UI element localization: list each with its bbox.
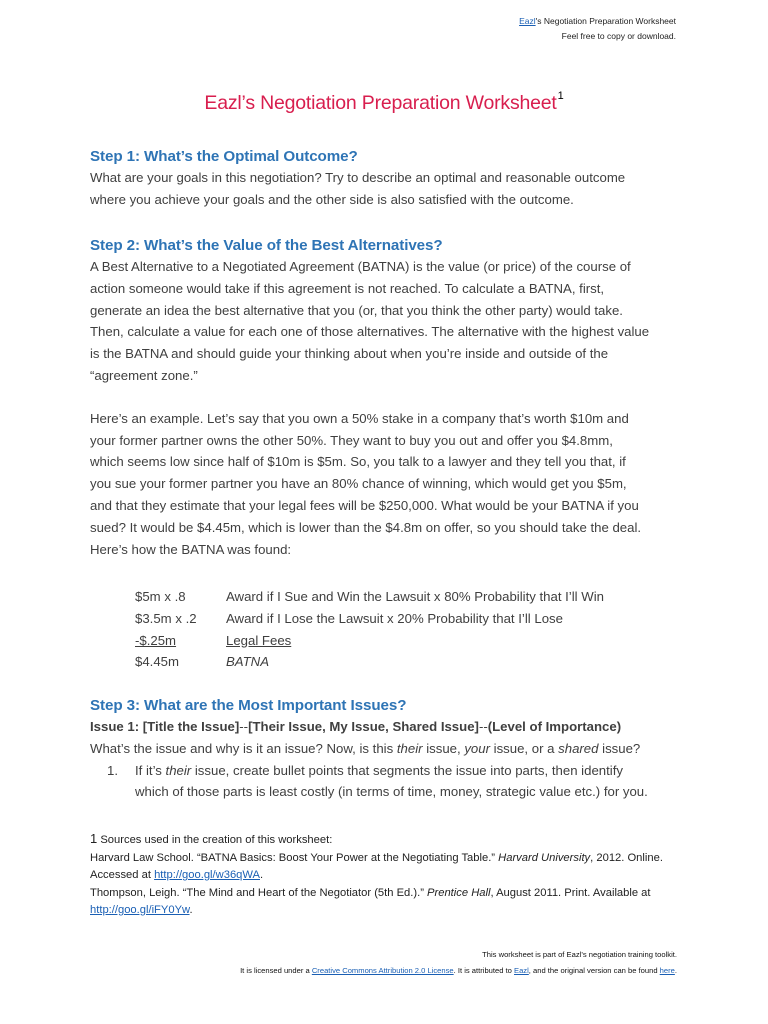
footnote (90, 830, 690, 920)
header-title-text: 's Negotiation Preparation Worksheet (535, 16, 676, 26)
step1-body (90, 167, 690, 211)
footer-line-2 (240, 963, 677, 979)
text-run: Harvard Law School. “BATNA Basics: Boost Your Power at the Negotiating Table.” (90, 851, 499, 864)
text-run: your (464, 740, 490, 756)
reference-2-link[interactable]: http://goo.gl/iFY0Yw (90, 904, 190, 916)
footnote-marker: 1 (90, 831, 98, 846)
footnote-heading (90, 830, 690, 850)
text-run: shared (558, 740, 599, 756)
text-line: Here’s an example. Let’s say that you own a 50% stake in a company that’s worth $10m and (90, 410, 629, 426)
original-version-link[interactable]: here (659, 966, 675, 975)
calc-description: Legal Fees (226, 632, 292, 648)
page-title-text: Eazl’s Negotiation Preparation Worksheet (204, 92, 557, 114)
text-run: . (674, 966, 677, 975)
text-line: which seems low since half of $10m is $5m. So, you talk to a lawyer and they tell you that, if (90, 454, 626, 470)
step2-paragraph-1 (90, 256, 690, 387)
eazl-link[interactable]: Eazl (514, 966, 529, 975)
calc-amount: $4.45m (135, 654, 179, 670)
page-title (0, 92, 768, 115)
text-run: issue, create bullet points that segments the issue into parts, then identify (191, 762, 623, 778)
list-item-text (135, 760, 648, 804)
text-run: , August 2011. Print. Available at (490, 886, 651, 899)
issue-importance: (Level of Importance) (487, 719, 622, 734)
calc-amount: $5m x .8 (135, 589, 186, 604)
header-line-1 (519, 14, 676, 29)
separator: -- (239, 719, 249, 734)
calc-row (135, 608, 604, 630)
calc-row (135, 630, 604, 652)
reference-2 (90, 885, 690, 903)
calc-description: BATNA (226, 654, 269, 670)
text-line: “agreement zone.” (90, 367, 198, 383)
batna-calculation (135, 586, 604, 673)
text-run: It is licensed under a (240, 966, 312, 975)
text-run: their (165, 762, 192, 778)
text-line: is the BATNA and should guide your thinking about when you’re inside and outside of the (90, 346, 609, 362)
step2-section (90, 237, 690, 560)
step1-heading: Step 1: What’s the Optimal Outcome? (90, 148, 358, 165)
header-line-2: Feel free to copy or download. (561, 31, 676, 41)
text-line: which of those parts is least costly (in terms of time, money, strategic value etc.) for you. (135, 784, 648, 800)
footnote-heading-text: Sources used in the creation of this worksheet: (97, 834, 333, 846)
text-line: generate an idea the best alternative that you (or, that you think the other party) would take. (90, 302, 623, 318)
issue-title-line (90, 716, 690, 738)
text-line: A Best Alternative to a Negotiated Agreement (BATNA) is the value (or price) of the course of (90, 259, 631, 274)
calc-amount: $3.5m x .2 (135, 610, 197, 626)
text-run: Accessed at (90, 869, 155, 881)
text-run: . It is attributed to (453, 966, 515, 975)
text-run: issue, (422, 740, 465, 756)
step2-paragraph-2 (90, 408, 690, 561)
issue-type: [Their Issue, My Issue, Shared Issue] (248, 719, 479, 734)
reference-1 (90, 850, 690, 868)
text-line: your former partner owns the other 50%. They want to buy you out and offer you $4.8mm, (90, 432, 613, 448)
list-number: 1. (107, 762, 118, 778)
text-run: , 2012. Online. (590, 851, 663, 864)
text-run: Thompson, Leigh. “The Mind and Heart of the Negotiator (5th Ed.).” (90, 886, 428, 899)
footer-line-1: This worksheet is part of Eazl’s negotiation training toolkit. (482, 950, 677, 959)
calc-amount: -$.25m (135, 632, 177, 648)
license-link[interactable]: Creative Commons Attribution 2.0 License (311, 966, 454, 975)
list-item (90, 760, 690, 804)
text-run: . (189, 904, 193, 916)
header-eazl-link[interactable]: Eazl (519, 16, 536, 26)
text-line: and that they estimate that your legal fees will be $250,000. What would be your BATNA if you (90, 497, 639, 513)
text-line: sued? It would be $4.45m, which is lower than the $4.8m on offer, so you should take the deal. (90, 519, 642, 535)
text-run: Harvard University (498, 851, 591, 864)
calc-description: Award if I Sue and Win the Lawsuit x 80% Probability that I’ll Win (226, 589, 604, 604)
text-line: you sue your former partner you have an 80% chance of winning, which would get you $5m, (90, 476, 627, 492)
step3-heading: Step 3: What are the Most Important Issues? (90, 697, 407, 714)
text-line: action someone would take if this agreement is not reached. To calculate a BATNA, first, (90, 280, 605, 296)
issue-title: Issue 1: [Title the Issue] (90, 719, 240, 734)
text-line: where you achieve your goals and the other side is also satisfied with the outcome. (90, 191, 574, 207)
step2-heading: Step 2: What’s the Value of the Best Alternatives? (90, 237, 443, 254)
text-line: What are your goals in this negotiation? Try to describe an optimal and reasonable outcome (90, 170, 626, 185)
step1-section (90, 148, 690, 211)
text-run: issue? (598, 740, 641, 756)
reference-1-link[interactable]: http://goo.gl/w36qWA (154, 869, 260, 881)
text-line: Then, calculate a value for each one of those alternatives. The alternative with the highest value (90, 324, 650, 340)
text-run: If it’s (135, 762, 166, 778)
text-run: their (396, 740, 423, 756)
text-run: issue, or a (489, 740, 559, 756)
reference-1-access (90, 867, 690, 885)
text-line: Here’s how the BATNA was found: (90, 541, 292, 557)
reference-2-access (90, 902, 690, 920)
step3-section (90, 697, 690, 803)
page-footer (240, 947, 677, 979)
calc-row (135, 651, 604, 673)
calc-row (135, 586, 604, 608)
page-header (519, 14, 676, 44)
text-run: Prentice Hall (427, 886, 491, 899)
text-run: , and the original version can be found (528, 966, 660, 975)
title-footnote-marker: 1 (557, 90, 564, 102)
text-run: What’s the issue and why is it an issue? Now, is this (90, 740, 397, 756)
text-run: . (260, 869, 264, 881)
calc-description: Award if I Lose the Lawsuit x 20% Probability that I’ll Lose (226, 610, 563, 626)
separator: -- (478, 719, 488, 734)
issue-question (90, 738, 690, 760)
